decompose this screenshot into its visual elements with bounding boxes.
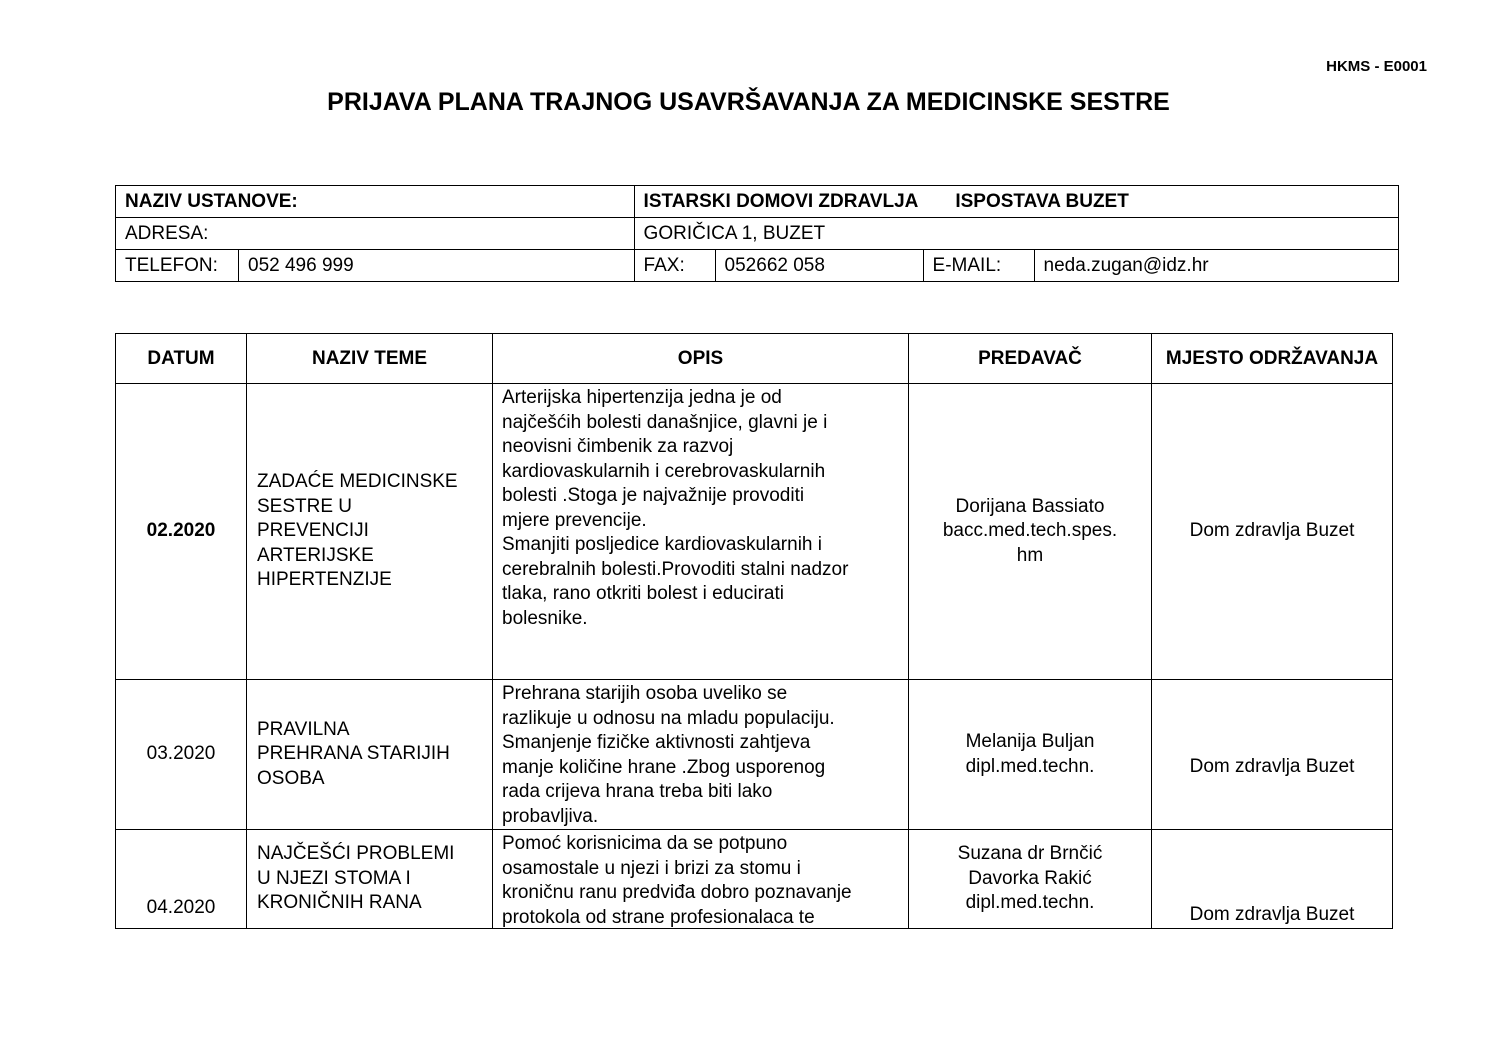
row-topic xyxy=(247,384,493,680)
description-line: Smanjenje fizičke aktivnosti zahtjeva xyxy=(502,732,811,753)
address-label: ADRESA: xyxy=(116,218,635,250)
institution-info-table xyxy=(115,185,1399,282)
description-line: bolesti .Stoga je najvažnije provoditi xyxy=(502,485,805,506)
document-title: PRIJAVA PLANA TRAJNOG USAVRŠAVANJA ZA MEDICINSKE SESTRE xyxy=(327,88,1170,116)
description-line: Pomoć korisnicima da se potpuno xyxy=(502,833,788,854)
description-line: cerebralnih bolesti.Provoditi stalni nadzor xyxy=(502,558,849,580)
lecturer-line: hm xyxy=(1016,544,1044,566)
description-line: mjere prevencije. xyxy=(502,509,647,531)
fax-value: 052662 058 xyxy=(715,250,923,282)
document-code: HKMS - E0001 xyxy=(1326,58,1427,75)
row-lecturer xyxy=(909,680,1152,830)
description-line: Arterijska hipertenzija jedna je od xyxy=(502,387,782,408)
row-date: 02.2020 xyxy=(116,384,247,680)
topic-line: HIPERTENZIJE xyxy=(257,569,392,591)
description-line: kroničnu ranu predviđa dobro poznavanje xyxy=(502,882,852,903)
description-line: kardiovaskularnih i cerebrovaskularnih xyxy=(502,460,826,482)
description-line: protokola od strane profesionalaca te xyxy=(502,906,815,928)
topic-line: PRAVILNA xyxy=(257,718,350,740)
description-line: tlaka, rano otkriti bolest i educirati xyxy=(502,583,784,604)
row-description xyxy=(493,830,909,929)
description-line: Smanjiti posljedice kardiovaskularnih i xyxy=(502,534,822,555)
topic-line: PREVENCIJI xyxy=(257,520,369,542)
table-header-row xyxy=(116,334,1393,384)
description-line: manje količine hrane .Zbog usporenog xyxy=(502,756,826,778)
lecturer-line: Suzana dr Brnčić xyxy=(957,843,1103,864)
table-row xyxy=(116,680,1393,830)
topic-line: PREHRANA STARIJIH xyxy=(257,743,450,765)
description-line: neovisni čimbenik za razvoj xyxy=(502,436,734,457)
description-line: razlikuje u odnosu na mladu populaciju. xyxy=(502,707,835,729)
description-line: rada crijeva hrana treba biti lako xyxy=(502,781,773,802)
topic-line: KRONIČNIH RANA xyxy=(257,892,422,913)
phone-value: 052 496 999 xyxy=(239,250,635,282)
description-line: Prehrana starijih osoba uveliko se xyxy=(502,683,788,704)
description-line: osamostale u njezi i brizi za stomu i xyxy=(502,857,801,879)
header-lecturer: PREDAVAČ xyxy=(909,334,1152,384)
header-date: DATUM xyxy=(116,334,247,384)
topic-line: SESTRE U xyxy=(257,495,353,517)
row-description xyxy=(493,384,909,680)
phone-label: TELEFON: xyxy=(116,250,239,282)
row-place: Dom zdravlja Buzet xyxy=(1152,384,1393,680)
lecturer-line: Dorijana Bassiato xyxy=(955,495,1105,517)
fax-label: FAX: xyxy=(634,250,715,282)
email-value: neda.zugan@idz.hr xyxy=(1034,250,1398,282)
header-description: OPIS xyxy=(493,334,909,384)
row-description xyxy=(493,680,909,830)
row-date: 04.2020 xyxy=(116,830,247,929)
row-lecturer xyxy=(909,384,1152,680)
institution-branch: ISPOSTAVA BUZET xyxy=(955,190,1129,212)
topic-line: ZADAĆE MEDICINSKE xyxy=(257,471,458,493)
description-clip xyxy=(502,832,900,928)
description-line: probavljiva. xyxy=(502,805,599,827)
lecturer-line: Melanija Buljan xyxy=(965,731,1095,752)
address-value: GORIČICA 1, BUZET xyxy=(634,218,1398,250)
institution-name: ISTARSKI DOMOVI ZDRAVLJA xyxy=(643,190,919,212)
institution-name-label: NAZIV USTANOVE: xyxy=(116,186,635,218)
lecturer-line: dipl.med.techn. xyxy=(965,892,1095,913)
topic-line: NAJČEŠĆI PROBLEMI xyxy=(257,843,455,864)
topic-line: OSOBA xyxy=(257,767,325,789)
lecturer-line: dipl.med.techn. xyxy=(965,755,1095,777)
description-line: najčešćih bolesti današnjice, glavni je i xyxy=(502,411,828,433)
row-place: Dom zdravlja Buzet xyxy=(1152,830,1393,929)
row-topic xyxy=(247,680,493,830)
email-label: E-MAIL: xyxy=(923,250,1034,282)
header-place: MJESTO ODRŽAVANJA xyxy=(1152,334,1393,384)
row-place: Dom zdravlja Buzet xyxy=(1152,680,1393,830)
topic-line: ARTERIJSKE xyxy=(257,544,374,566)
row-date: 03.2020 xyxy=(116,680,247,830)
topic-line: U NJEZI STOMA I xyxy=(257,867,411,889)
row-topic xyxy=(247,830,493,929)
education-plan-table xyxy=(115,333,1393,929)
row-lecturer xyxy=(909,830,1152,929)
table-row xyxy=(116,384,1393,680)
lecturer-line: bacc.med.tech.spes. xyxy=(942,520,1118,542)
table-row xyxy=(116,830,1393,929)
lecturer-line: Davorka Rakić xyxy=(968,867,1092,889)
description-line: bolesnike. xyxy=(502,607,588,629)
header-topic: NAZIV TEME xyxy=(247,334,493,384)
institution-name-value xyxy=(634,186,1398,218)
